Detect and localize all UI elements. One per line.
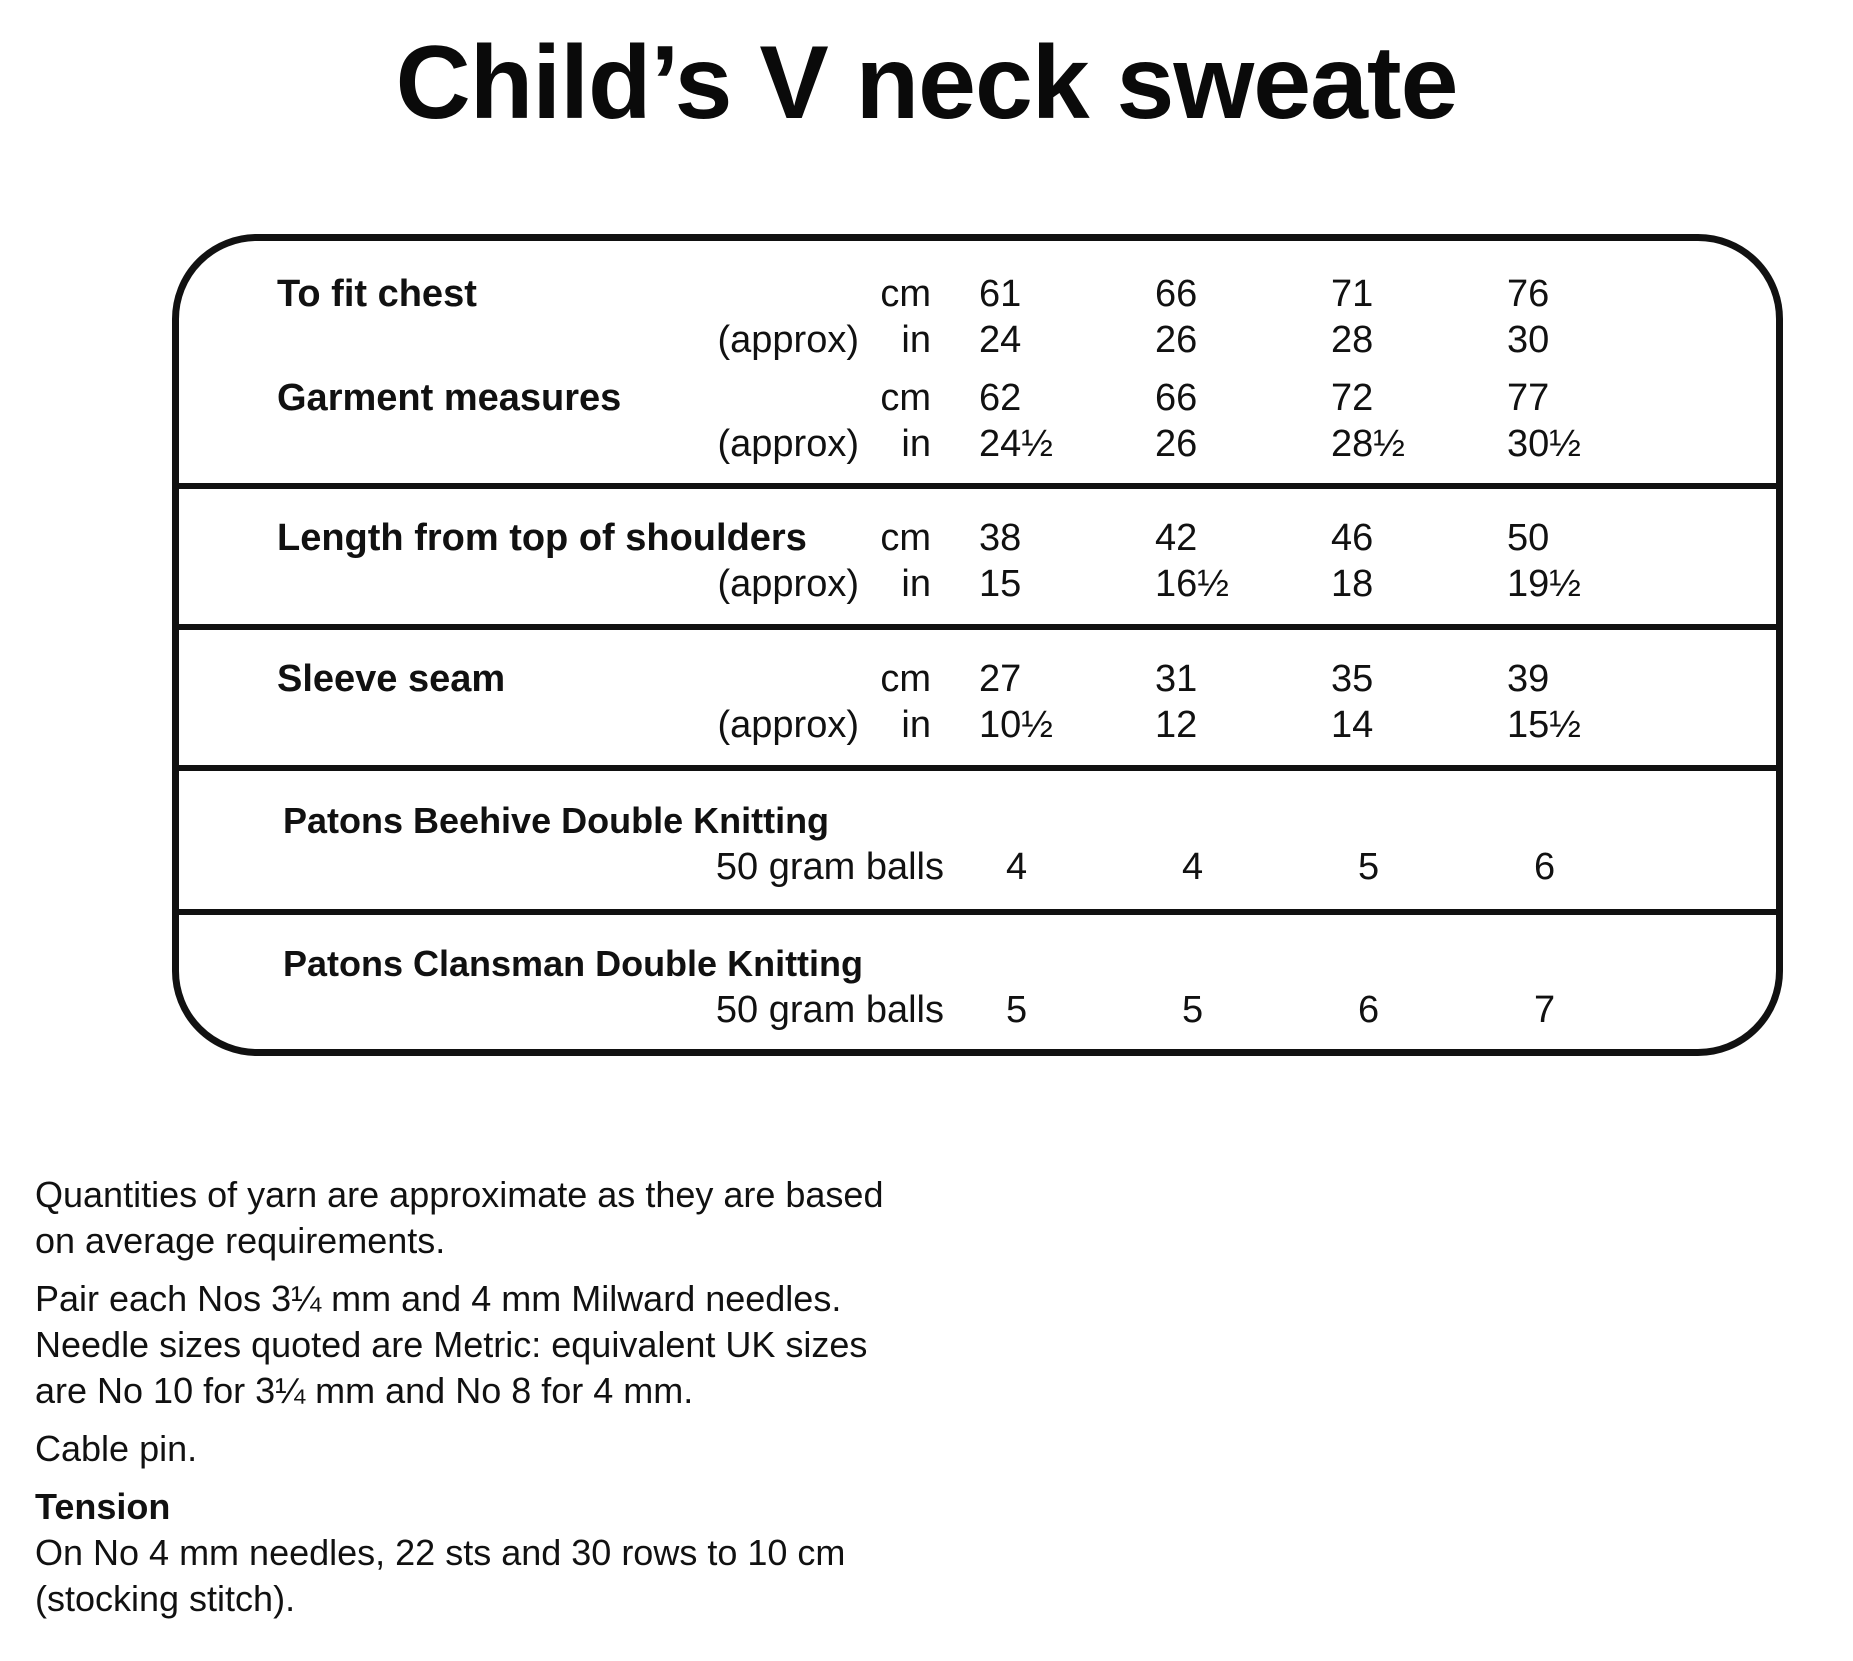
note-line: On No 4 mm needles, 22 sts and 30 rows to 10 cm xyxy=(35,1532,846,1573)
garment-cm-unit: cm xyxy=(880,377,931,419)
garment-cm-value: 66 xyxy=(1155,377,1198,419)
note-line: Needle sizes quoted are Metric: equivalent UK sizes xyxy=(35,1324,868,1365)
table-divider xyxy=(179,483,1776,489)
cable-pin-note: Cable pin. xyxy=(35,1428,198,1469)
garment-label: Garment measures xyxy=(277,377,622,419)
chest-in-unit: in xyxy=(901,319,931,361)
table-divider xyxy=(179,909,1776,915)
chest-approx: (approx) xyxy=(717,319,859,361)
yarn-quantity-note xyxy=(35,1172,985,1264)
sleeve-cm-value: 35 xyxy=(1331,658,1374,700)
note-line: on average requirements. xyxy=(35,1220,446,1261)
garment-in-value: 24½ xyxy=(979,423,1053,465)
sleeve-cm-unit: cm xyxy=(880,658,931,700)
sleeve-in-value: 15½ xyxy=(1507,704,1581,746)
sleeve-cm-value: 27 xyxy=(979,658,1022,700)
chest-cm-value: 61 xyxy=(979,273,1022,315)
pattern-notes xyxy=(35,1172,985,1634)
sleeve-in-value: 12 xyxy=(1155,704,1198,746)
page-title: Child’s V neck sweate xyxy=(395,25,1458,141)
sleeve-in-value: 14 xyxy=(1331,704,1374,746)
chest-in-value: 28 xyxy=(1331,319,1374,361)
garment-cm-value: 77 xyxy=(1507,377,1550,419)
clansman-value: 7 xyxy=(1534,989,1556,1031)
table-divider xyxy=(179,624,1776,630)
beehive-value: 4 xyxy=(1182,846,1204,888)
sleeve-label: Sleeve seam xyxy=(277,658,506,700)
garment-in-value: 28½ xyxy=(1331,423,1405,465)
length-in-unit: in xyxy=(901,563,931,605)
length-in-value: 16½ xyxy=(1155,563,1229,605)
sleeve-cm-value: 31 xyxy=(1155,658,1198,700)
tension-heading: Tension xyxy=(35,1486,171,1527)
chest-cm-value: 71 xyxy=(1331,273,1374,315)
sleeve-cm-value: 39 xyxy=(1507,658,1550,700)
garment-in-value: 26 xyxy=(1155,423,1198,465)
note-line: (stocking stitch). xyxy=(35,1578,296,1619)
garment-cm-value: 72 xyxy=(1331,377,1374,419)
size-table xyxy=(172,234,1783,1056)
length-cm-value: 42 xyxy=(1155,517,1198,559)
clansman-label: Patons Clansman Double Knitting xyxy=(283,943,864,984)
length-cm-unit: cm xyxy=(880,517,931,559)
note-line: are No 10 for 3¼ mm and No 8 for 4 mm. xyxy=(35,1370,694,1411)
chest-in-value: 30 xyxy=(1507,319,1550,361)
table-divider xyxy=(179,765,1776,771)
length-approx: (approx) xyxy=(717,563,859,605)
chest-cm-value: 76 xyxy=(1507,273,1550,315)
length-label: Length from top of shoulders xyxy=(277,517,807,559)
length-cm-value: 50 xyxy=(1507,517,1550,559)
chest-in-value: 26 xyxy=(1155,319,1198,361)
chest-in-value: 24 xyxy=(979,319,1022,361)
chest-label: To fit chest xyxy=(277,273,477,315)
tension-note xyxy=(35,1530,985,1622)
note-line: Quantities of yarn are approximate as they are based xyxy=(35,1174,884,1215)
sleeve-in-unit: in xyxy=(901,704,931,746)
garment-in-value: 30½ xyxy=(1507,423,1581,465)
clansman-unit: 50 gram balls xyxy=(715,989,944,1031)
garment-approx: (approx) xyxy=(717,423,859,465)
length-in-value: 19½ xyxy=(1507,563,1581,605)
clansman-value: 6 xyxy=(1358,989,1380,1031)
length-in-value: 15 xyxy=(979,563,1022,605)
length-in-value: 18 xyxy=(1331,563,1374,605)
beehive-label: Patons Beehive Double Knitting xyxy=(283,800,830,841)
sleeve-approx: (approx) xyxy=(717,704,859,746)
garment-cm-value: 62 xyxy=(979,377,1022,419)
clansman-value: 5 xyxy=(1182,989,1204,1031)
length-cm-value: 38 xyxy=(979,517,1022,559)
beehive-unit: 50 gram balls xyxy=(715,846,944,888)
length-cm-value: 46 xyxy=(1331,517,1374,559)
beehive-value: 6 xyxy=(1534,846,1556,888)
note-line: Pair each Nos 3¼ mm and 4 mm Milward needles. xyxy=(35,1278,842,1319)
sleeve-in-value: 10½ xyxy=(979,704,1053,746)
clansman-value: 5 xyxy=(1006,989,1028,1031)
needles-note xyxy=(35,1276,985,1414)
garment-in-unit: in xyxy=(901,423,931,465)
beehive-value: 5 xyxy=(1358,846,1380,888)
chest-cm-unit: cm xyxy=(880,273,931,315)
chest-cm-value: 66 xyxy=(1155,273,1198,315)
beehive-value: 4 xyxy=(1006,846,1028,888)
